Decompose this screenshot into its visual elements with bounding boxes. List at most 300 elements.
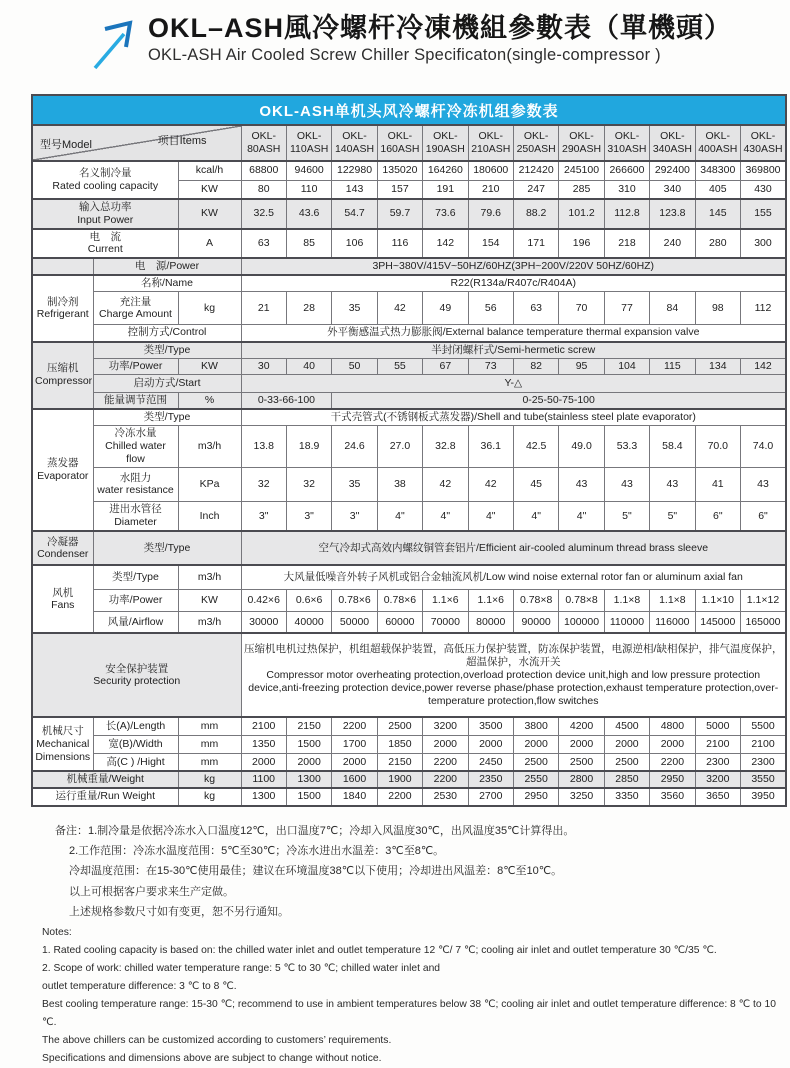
value-cell: 110000 bbox=[604, 611, 649, 633]
value-cell: 430 bbox=[740, 180, 786, 199]
value-cell: 2100 bbox=[241, 717, 286, 735]
value-cell: 35 bbox=[332, 467, 377, 501]
table-row bbox=[32, 565, 786, 589]
value-cell: 3950 bbox=[740, 788, 786, 805]
row-label: 名义制冷量 Rated cooling capacity bbox=[32, 161, 178, 199]
footnotes bbox=[42, 821, 784, 1068]
model-header-cell: OKL- 310ASH bbox=[604, 125, 649, 161]
value-cell: 32 bbox=[241, 467, 286, 501]
row-label: 控制方式/Control bbox=[93, 325, 241, 342]
value-cell: 82 bbox=[513, 358, 558, 374]
model-header-cell: OKL- 290ASH bbox=[559, 125, 604, 161]
table-row bbox=[32, 392, 786, 409]
value-cell: 116 bbox=[377, 229, 422, 259]
value-cell: 0.42×6 bbox=[241, 589, 286, 611]
value-cell: 63 bbox=[241, 229, 286, 259]
value-cell: 24.6 bbox=[332, 426, 377, 467]
value-cell: 369800 bbox=[740, 161, 786, 180]
value-cell: 2200 bbox=[650, 753, 695, 771]
unit-cell: mm bbox=[178, 753, 241, 771]
table-row bbox=[32, 589, 786, 611]
value-cell: 73 bbox=[468, 358, 513, 374]
value-cell: 42 bbox=[468, 467, 513, 501]
value-cell: 88.2 bbox=[513, 199, 558, 229]
table-row bbox=[32, 611, 786, 633]
unit-cell: KW bbox=[178, 180, 241, 199]
value-cell: 13.8 bbox=[241, 426, 286, 467]
value-cell: 2350 bbox=[468, 771, 513, 788]
value-cell: 4800 bbox=[650, 717, 695, 735]
value-cell: 43 bbox=[650, 467, 695, 501]
value-cell: 4500 bbox=[604, 717, 649, 735]
model-header-cell: OKL- 400ASH bbox=[695, 125, 740, 161]
value-cell: 122980 bbox=[332, 161, 377, 180]
group-label: 机械尺寸 Mechanical Dimensions bbox=[32, 717, 93, 771]
row-label: 机械重量/Weight bbox=[32, 771, 178, 788]
row-label: 能量调节范围 bbox=[93, 392, 178, 409]
value-cell: 5" bbox=[604, 501, 649, 531]
table-row bbox=[32, 199, 786, 229]
value-cell: 1840 bbox=[332, 788, 377, 805]
notes-chinese bbox=[42, 821, 784, 923]
value-cell: 100000 bbox=[559, 611, 604, 633]
value-cell: 4" bbox=[423, 501, 468, 531]
value-cell: 45 bbox=[513, 467, 558, 501]
value-cell: 6" bbox=[695, 501, 740, 531]
value-cell: 1.1×10 bbox=[695, 589, 740, 611]
value-cell: 55 bbox=[377, 358, 422, 374]
value-cell: 85 bbox=[286, 229, 331, 259]
value-cell: 191 bbox=[423, 180, 468, 199]
value-cell: 145000 bbox=[695, 611, 740, 633]
value-cell: 101.2 bbox=[559, 199, 604, 229]
value-cell: 115 bbox=[650, 358, 695, 374]
model-header-cell: OKL- 210ASH bbox=[468, 125, 513, 161]
model-header-cell: OKL- 140ASH bbox=[332, 125, 377, 161]
value-cell: 32.8 bbox=[423, 426, 468, 467]
value-cell: 49.0 bbox=[559, 426, 604, 467]
value-cell: 112 bbox=[740, 292, 786, 325]
model-header-cell: OKL- 190ASH bbox=[423, 125, 468, 161]
table-row bbox=[32, 258, 786, 275]
value-cell: 27.0 bbox=[377, 426, 422, 467]
table-row bbox=[32, 771, 786, 788]
value-cell: 142 bbox=[423, 229, 468, 259]
value-cell: 84 bbox=[650, 292, 695, 325]
value-cell: 40 bbox=[286, 358, 331, 374]
value-cell: 285 bbox=[559, 180, 604, 199]
value-cell: 145 bbox=[695, 199, 740, 229]
unit-cell: KW bbox=[178, 358, 241, 374]
row-label: 高(C ) /Hight bbox=[93, 753, 178, 771]
value-cell: 54.7 bbox=[332, 199, 377, 229]
unit-cell: % bbox=[178, 392, 241, 409]
value-cell: 2000 bbox=[604, 735, 649, 753]
value-cell: 32 bbox=[286, 467, 331, 501]
value-cell: 2950 bbox=[650, 771, 695, 788]
value-cell: 2850 bbox=[604, 771, 649, 788]
note-line: The above chillers can be customized according to customers’ requirements. bbox=[42, 1035, 392, 1047]
value-cell: 21 bbox=[241, 292, 286, 325]
value-cell: 70 bbox=[559, 292, 604, 325]
row-label: 长(A)/Length bbox=[93, 717, 178, 735]
value-cell: 98 bbox=[695, 292, 740, 325]
value-cell: 干式壳管式(不锈钢板式蒸发器)/Shell and tube(stainless steel plate evaporator) bbox=[241, 409, 786, 426]
value-cell: 2150 bbox=[377, 753, 422, 771]
value-cell: 77 bbox=[604, 292, 649, 325]
value-cell: 2000 bbox=[241, 753, 286, 771]
note-line: 2. Scope of work: chilled water temperature range: 5 ℃ to 30 ℃; chilled water inlet and bbox=[42, 963, 441, 975]
value-cell: 5500 bbox=[740, 717, 786, 735]
model-header-row bbox=[32, 125, 786, 161]
unit-cell: kcal/h bbox=[178, 161, 241, 180]
unit-cell: mm bbox=[178, 717, 241, 735]
value-cell: 半封闭螺杆式/Semi-hermetic screw bbox=[241, 342, 786, 359]
value-cell: 2300 bbox=[695, 753, 740, 771]
value-cell: 42 bbox=[423, 467, 468, 501]
value-cell: 157 bbox=[377, 180, 422, 199]
row-label: 名称/Name bbox=[93, 275, 241, 292]
value-cell: 1.1×12 bbox=[740, 589, 786, 611]
model-axis-label: 型号Model bbox=[40, 139, 92, 152]
row-label: 冷冻水量 Chilled water flow bbox=[93, 426, 178, 467]
row-label: 宽(B)/Width bbox=[93, 735, 178, 753]
value-cell: 2500 bbox=[513, 753, 558, 771]
value-cell: 2100 bbox=[740, 735, 786, 753]
unit-cell: kg bbox=[178, 292, 241, 325]
row-label: 水阻力 water resistance bbox=[93, 467, 178, 501]
value-cell: 405 bbox=[695, 180, 740, 199]
model-header-cell: OKL- 430ASH bbox=[740, 125, 786, 161]
value-cell: 40000 bbox=[286, 611, 331, 633]
table-row bbox=[32, 717, 786, 735]
value-cell: 2500 bbox=[377, 717, 422, 735]
table-row bbox=[32, 358, 786, 374]
value-cell: 2000 bbox=[559, 735, 604, 753]
group-label: 制冷剂 Refrigerant bbox=[32, 275, 93, 341]
value-cell: 340 bbox=[650, 180, 695, 199]
value-cell: 95 bbox=[559, 358, 604, 374]
table-row bbox=[32, 633, 786, 717]
spec-table bbox=[31, 124, 787, 807]
spec-table-wrap bbox=[31, 94, 787, 807]
value-cell: 2150 bbox=[286, 717, 331, 735]
value-cell: 3550 bbox=[740, 771, 786, 788]
model-header-cell: OKL- 160ASH bbox=[377, 125, 422, 161]
value-cell: 0-33-66-100 bbox=[241, 392, 332, 409]
value-cell: 4" bbox=[513, 501, 558, 531]
model-header-cell: OKL- 340ASH bbox=[650, 125, 695, 161]
row-label: 进出水管径 Diameter bbox=[93, 501, 178, 531]
value-cell: 空气冷却式高效内螺纹铜管套铝片/Efficient air-cooled aluminum thread brass sleeve bbox=[241, 531, 786, 565]
value-cell: 2000 bbox=[513, 735, 558, 753]
value-cell: 180600 bbox=[468, 161, 513, 180]
value-cell: 38 bbox=[377, 467, 422, 501]
value-cell: 2500 bbox=[604, 753, 649, 771]
table-row bbox=[32, 735, 786, 753]
value-cell: 1.1×6 bbox=[468, 589, 513, 611]
value-cell: 30000 bbox=[241, 611, 286, 633]
note-line: Notes: bbox=[42, 927, 72, 939]
value-cell: 74.0 bbox=[740, 426, 786, 467]
group-label: 蒸发器 Evaporator bbox=[32, 409, 93, 531]
unit-cell: kg bbox=[178, 771, 241, 788]
note-line: 1. Rated cooling capacity is based on: the chilled water inlet and outlet temperature 12 ℃/ 7 ℃; cooling air inlet and outlet temperature 30 ℃/35 ℃. bbox=[42, 945, 717, 957]
table-row bbox=[32, 426, 786, 467]
value-cell: 300 bbox=[740, 229, 786, 259]
value-cell: 67 bbox=[423, 358, 468, 374]
value-cell: 2950 bbox=[513, 788, 558, 805]
value-cell: 50 bbox=[332, 358, 377, 374]
value-cell: 3" bbox=[332, 501, 377, 531]
value-cell: 5" bbox=[650, 501, 695, 531]
value-cell: 143 bbox=[332, 180, 377, 199]
unit-cell: m3/h bbox=[178, 565, 241, 589]
value-cell: 1700 bbox=[332, 735, 377, 753]
value-cell: 58.4 bbox=[650, 426, 695, 467]
value-cell: 42 bbox=[377, 292, 422, 325]
page-title-en: OKL-ASH Air Cooled Screw Chiller Specificaton(single-compressor ) bbox=[148, 46, 661, 65]
unit-cell: A bbox=[178, 229, 241, 259]
page-title-cn: OKL–ASH風冷螺杆冷凍機組參數表（單機頭） bbox=[148, 13, 733, 43]
value-cell: 165000 bbox=[740, 611, 786, 633]
value-cell: 3650 bbox=[695, 788, 740, 805]
group-label: 风机 Fans bbox=[32, 565, 93, 633]
value-cell: 50000 bbox=[332, 611, 377, 633]
table-row bbox=[32, 467, 786, 501]
value-cell: 63 bbox=[513, 292, 558, 325]
value-cell: 3200 bbox=[423, 717, 468, 735]
row-label: 功率/Power bbox=[93, 358, 178, 374]
unit-cell: Inch bbox=[178, 501, 241, 531]
value-cell: 外平衡感温式热力膨胀阀/External balance temperature thermal expansion valve bbox=[241, 325, 786, 342]
value-cell: 2100 bbox=[695, 735, 740, 753]
row-label: 类型/Type bbox=[93, 531, 241, 565]
row-label: 启动方式/Start bbox=[93, 374, 241, 392]
value-cell: 110 bbox=[286, 180, 331, 199]
value-cell: 2550 bbox=[513, 771, 558, 788]
value-cell: 3PH~380V/415V~50HZ/60HZ(3PH~200V/220V 50HZ/60HZ) bbox=[241, 258, 786, 275]
value-cell: 3250 bbox=[559, 788, 604, 805]
value-cell: 348300 bbox=[695, 161, 740, 180]
row-label: 电 流 Current bbox=[32, 229, 178, 259]
row-label: 功率/Power bbox=[93, 589, 178, 611]
value-cell: 2000 bbox=[650, 735, 695, 753]
value-cell: 2200 bbox=[423, 753, 468, 771]
value-cell: 42.5 bbox=[513, 426, 558, 467]
value-cell: 68800 bbox=[241, 161, 286, 180]
value-cell: 4200 bbox=[559, 717, 604, 735]
value-cell: 3" bbox=[286, 501, 331, 531]
value-cell: 2000 bbox=[332, 753, 377, 771]
value-cell: 106 bbox=[332, 229, 377, 259]
row-label: 类型/Type bbox=[93, 565, 178, 589]
value-cell: 112.8 bbox=[604, 199, 649, 229]
table-row bbox=[32, 531, 786, 565]
value-cell: 43.6 bbox=[286, 199, 331, 229]
value-cell: 28 bbox=[286, 292, 331, 325]
value-cell: 36.1 bbox=[468, 426, 513, 467]
value-cell: 1500 bbox=[286, 788, 331, 805]
value-cell: 266600 bbox=[604, 161, 649, 180]
value-cell: 1600 bbox=[332, 771, 377, 788]
value-cell: 1100 bbox=[241, 771, 286, 788]
value-cell: 3500 bbox=[468, 717, 513, 735]
value-cell: 245100 bbox=[559, 161, 604, 180]
value-cell: 2000 bbox=[423, 735, 468, 753]
value-cell: 32.5 bbox=[241, 199, 286, 229]
corner-cell bbox=[32, 125, 241, 161]
value-cell: 70.0 bbox=[695, 426, 740, 467]
table-row bbox=[32, 292, 786, 325]
unit-cell: mm bbox=[178, 735, 241, 753]
note-line: outlet temperature difference: 3 ℃ to 8 ℃. bbox=[42, 981, 237, 993]
model-header-cell: OKL- 250ASH bbox=[513, 125, 558, 161]
value-cell: 2000 bbox=[468, 735, 513, 753]
value-cell: 6" bbox=[740, 501, 786, 531]
table-row bbox=[32, 229, 786, 259]
value-cell: 18.9 bbox=[286, 426, 331, 467]
value-cell: 3560 bbox=[650, 788, 695, 805]
value-cell: 1850 bbox=[377, 735, 422, 753]
value-cell: 116000 bbox=[650, 611, 695, 633]
value-cell: 164260 bbox=[423, 161, 468, 180]
value-cell: 1900 bbox=[377, 771, 422, 788]
table-row bbox=[32, 409, 786, 426]
row-label: 输入总功率 Input Power bbox=[32, 199, 178, 229]
note-line: 冷却温度范围：在15-30℃使用最佳；建议在环境温度38℃以下使用；冷却进出风温差：8℃至10℃。 bbox=[69, 865, 563, 878]
value-cell: 0.78×8 bbox=[559, 589, 604, 611]
value-cell: 3350 bbox=[604, 788, 649, 805]
value-cell: 3800 bbox=[513, 717, 558, 735]
value-cell: 3" bbox=[241, 501, 286, 531]
value-cell: 310 bbox=[604, 180, 649, 199]
value-cell: 104 bbox=[604, 358, 649, 374]
model-header-cell: OKL- 80ASH bbox=[241, 125, 286, 161]
value-cell: 218 bbox=[604, 229, 649, 259]
table-row bbox=[32, 788, 786, 805]
row-label: 类型/Type bbox=[93, 409, 241, 426]
value-cell: 2200 bbox=[332, 717, 377, 735]
value-cell: 1350 bbox=[241, 735, 286, 753]
value-cell: 2800 bbox=[559, 771, 604, 788]
value-cell: 4" bbox=[468, 501, 513, 531]
value-cell: 3200 bbox=[695, 771, 740, 788]
value-cell: 1300 bbox=[241, 788, 286, 805]
brand-arrow-icon bbox=[88, 16, 142, 72]
value-cell: 35 bbox=[332, 292, 377, 325]
value-cell: 49 bbox=[423, 292, 468, 325]
value-cell: 2200 bbox=[377, 788, 422, 805]
value-cell: 210 bbox=[468, 180, 513, 199]
value-cell: 1.1×6 bbox=[423, 589, 468, 611]
value-cell: 80000 bbox=[468, 611, 513, 633]
table-row bbox=[32, 753, 786, 771]
empty-group-cell bbox=[32, 258, 93, 275]
note-line: 上述规格参数尺寸如有变更，恕不另行通知。 bbox=[69, 905, 289, 918]
notes-english bbox=[42, 924, 784, 1068]
value-cell: 60000 bbox=[377, 611, 422, 633]
row-label: 运行重量/Run Weight bbox=[32, 788, 178, 805]
value-cell: 2450 bbox=[468, 753, 513, 771]
row-label: 电 源/Power bbox=[93, 258, 241, 275]
value-cell: 43 bbox=[559, 467, 604, 501]
value-cell: 1500 bbox=[286, 735, 331, 753]
unit-cell: KW bbox=[178, 589, 241, 611]
value-cell: 94600 bbox=[286, 161, 331, 180]
value-cell: 70000 bbox=[423, 611, 468, 633]
value-cell: Y-△ bbox=[241, 374, 786, 392]
value-cell: 4" bbox=[377, 501, 422, 531]
value-cell: R22(R134a/R407c/R404A) bbox=[241, 275, 786, 292]
table-row bbox=[32, 161, 786, 180]
model-header-cell: OKL- 110ASH bbox=[286, 125, 331, 161]
row-label: 风量/Airflow bbox=[93, 611, 178, 633]
value-cell: 2500 bbox=[559, 753, 604, 771]
value-cell: 123.8 bbox=[650, 199, 695, 229]
value-cell: 2300 bbox=[740, 753, 786, 771]
value-cell: 280 bbox=[695, 229, 740, 259]
title-block bbox=[88, 12, 790, 72]
group-label: 冷凝器 Condenser bbox=[32, 531, 93, 565]
value-cell: 2530 bbox=[423, 788, 468, 805]
value-cell: 155 bbox=[740, 199, 786, 229]
note-line: 备注：1.制冷量是依据冷冻水入口温度12℃，出口温度7℃；冷却入风温度30℃，出风温度35℃计算得出。 bbox=[55, 824, 575, 837]
row-label: 充注量 Charge Amount bbox=[93, 292, 178, 325]
unit-cell: KPa bbox=[178, 467, 241, 501]
value-cell: 4" bbox=[559, 501, 604, 531]
group-label: 压缩机 Compressor bbox=[32, 342, 93, 409]
value-cell: 80 bbox=[241, 180, 286, 199]
table-row bbox=[32, 342, 786, 359]
unit-cell: m3/h bbox=[178, 426, 241, 467]
table-row bbox=[32, 325, 786, 342]
value-cell: 43 bbox=[604, 467, 649, 501]
table-banner: OKL-ASH单机头风冷螺杆冷冻机组参数表 bbox=[31, 94, 787, 124]
value-cell: 0-25-50-75-100 bbox=[332, 392, 786, 409]
value-cell: 292400 bbox=[650, 161, 695, 180]
value-cell: 2200 bbox=[423, 771, 468, 788]
value-cell: 90000 bbox=[513, 611, 558, 633]
value-cell: 43 bbox=[740, 467, 786, 501]
unit-cell: m3/h bbox=[178, 611, 241, 633]
value-cell: 1.1×8 bbox=[650, 589, 695, 611]
note-line: Best cooling temperature range: 15-30 ℃; recommend to use in ambient temperatures below 38 ℃; cooling air inlet and outlet temperature difference: 8 ℃ to 10 ℃. bbox=[42, 999, 776, 1029]
value-cell: 53.3 bbox=[604, 426, 649, 467]
table-row bbox=[32, 501, 786, 531]
value-cell: 2000 bbox=[286, 753, 331, 771]
value-cell: 2700 bbox=[468, 788, 513, 805]
value-cell: 1300 bbox=[286, 771, 331, 788]
value-cell: 142 bbox=[740, 358, 786, 374]
note-line: 以上可根据客户要求来生产定做。 bbox=[69, 885, 234, 898]
value-cell: 73.6 bbox=[423, 199, 468, 229]
value-cell: 134 bbox=[695, 358, 740, 374]
value-cell: 0.6×6 bbox=[286, 589, 331, 611]
value-cell: 41 bbox=[695, 467, 740, 501]
security-protection-text: 压缩机电机过热保护，机组超载保护装置，高低压力保护装置，防冻保护装置，电源逆相/缺相保护，排气温度保护，超温保护，水流开关 Compressor motor overheating protection,overload protection device unit,high and low pressure protection device,anti-freezing protection device,power reverse phase/phase protection,exhaust temperature protection,over-temperature protection,flow switches bbox=[241, 633, 786, 717]
table-row bbox=[32, 374, 786, 392]
value-cell: 0.78×6 bbox=[332, 589, 377, 611]
unit-cell: KW bbox=[178, 199, 241, 229]
value-cell: 135020 bbox=[377, 161, 422, 180]
table-row bbox=[32, 275, 786, 292]
unit-cell: kg bbox=[178, 788, 241, 805]
value-cell: 5000 bbox=[695, 717, 740, 735]
value-cell: 171 bbox=[513, 229, 558, 259]
value-cell: 56 bbox=[468, 292, 513, 325]
value-cell: 212420 bbox=[513, 161, 558, 180]
